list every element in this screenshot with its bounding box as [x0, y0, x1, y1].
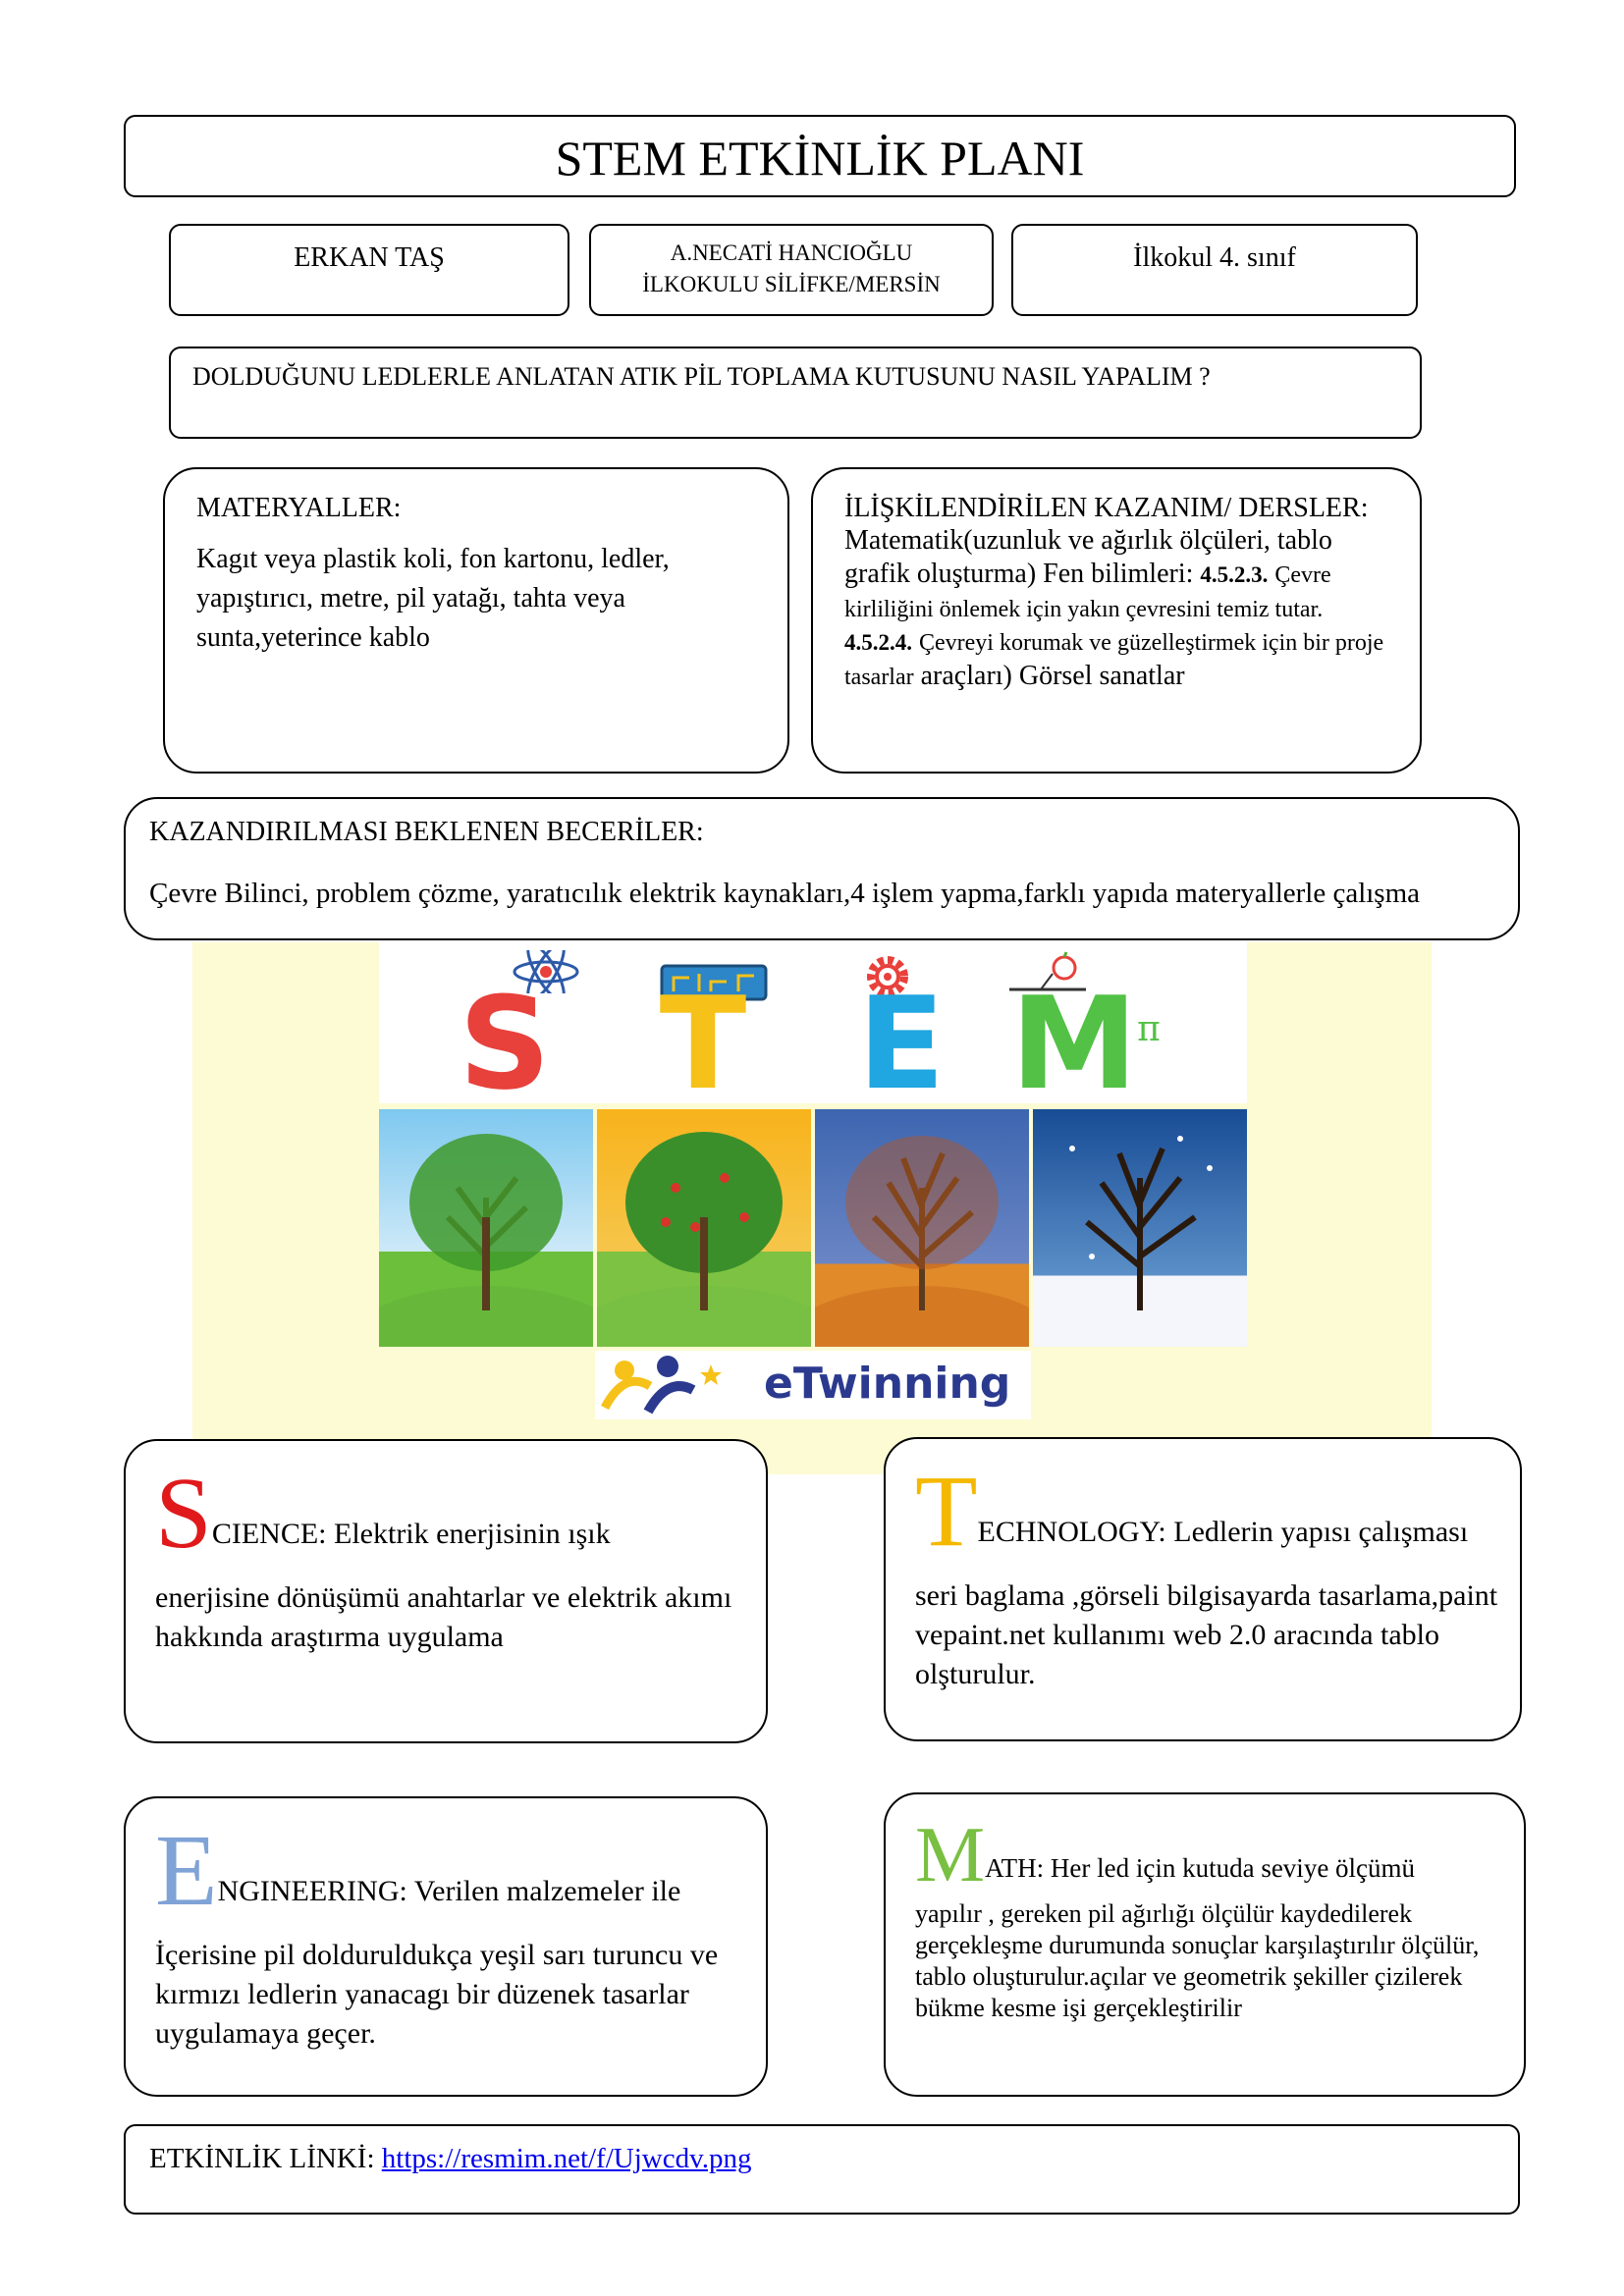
- grade-label: İlkokul 4. sınıf: [1133, 242, 1296, 273]
- teacher-name: ERKAN TAŞ: [294, 242, 445, 273]
- outcomes-part3: Çevreyi korumak ve güzelleştirmek için bir proje tasarlar: [844, 630, 1384, 690]
- tree-spring-panel: [379, 1109, 593, 1347]
- skills-box: [124, 797, 1520, 940]
- school-line-1: A.NECATİ HANCIOĞLU: [670, 240, 913, 265]
- outcome-code-2: 4.5.2.4.: [844, 630, 912, 655]
- math-initial: M: [915, 1812, 986, 1898]
- stem-letter-e: E: [857, 982, 946, 1099]
- stem-letter-s: S: [459, 982, 551, 1099]
- school-box: [589, 224, 994, 316]
- technology-box: [884, 1437, 1522, 1741]
- engineering-box: [124, 1796, 768, 2097]
- engineering-text: İçerisine pil dolduruldukça yeşil sarı turuncu ve kırmızı ledlerin yanacagı bir düzenek tasarlar uygulamaya geçer.: [155, 1939, 719, 2050]
- materials-heading: MATERYALLER:: [196, 493, 402, 523]
- stem-letter-t: T: [659, 982, 747, 1099]
- etwinning-people-icon: [595, 1351, 732, 1419]
- math-box: [884, 1792, 1526, 2097]
- science-text: enerjisine dönüşümü anahtarlar ve elektrik akımı hakkında araştırma uygulama: [155, 1581, 732, 1653]
- stem-letter-m: M: [1010, 982, 1138, 1099]
- math-heading: [915, 1812, 1506, 1898]
- outcomes-part4: araçları) Görsel sanatlar: [920, 661, 1185, 691]
- etwinning-text: eTwinning: [764, 1359, 1011, 1409]
- materials-text: Kagıt veya plastik koli, fon kartonu, ledler, yapıştırıcı, metre, pil yatağı, tahta veya sunta,yeterince kablo: [196, 544, 670, 653]
- engineering-heading-rest: NGINEERING: Verilen malzemeler ile: [217, 1875, 681, 1907]
- stem-letters: [379, 982, 1247, 1099]
- outcome-code-1: 4.5.2.3.: [1200, 562, 1269, 587]
- outcomes-text: [844, 524, 1398, 693]
- engineering-initial: E: [155, 1814, 218, 1927]
- tree-autumn-panel: [815, 1109, 1029, 1347]
- tree-winter-panel: [1033, 1109, 1247, 1347]
- outcomes-part2: Çevre kirliliğini önlemek için yakın çevresini temiz tutar.: [844, 562, 1331, 622]
- activity-link[interactable]: https://resmim.net/f/Ujwcdv.png: [381, 2143, 752, 2174]
- page-title: STEM ETKİNLİK PLANI: [124, 115, 1516, 197]
- math-heading-rest: ATH: Her led için kutuda seviye ölçümü: [985, 1853, 1416, 1883]
- grade-box: [1011, 224, 1418, 316]
- science-initial: S: [155, 1457, 212, 1570]
- outcomes-heading: İLİŞKİLENDİRİLEN KAZANIM/ DERSLER:: [844, 493, 1369, 523]
- materials-box: [163, 467, 789, 774]
- engineering-heading: [155, 1814, 742, 1927]
- etwinning-logo: [595, 1351, 1031, 1419]
- link-box: [124, 2124, 1520, 2215]
- technology-initial: T: [915, 1455, 978, 1568]
- school-line-2: İLKOKULU SİLİFKE/MERSİN: [642, 272, 941, 296]
- math-text: yapılır , gereken pil ağırlığı ölçülür kaydedilerek gerçekleşme durumunda sonuçlar karşılaştırılır ölçülür, tablo oluşturulur.açılar ve geometrik şekiller çizilerek bükme kesme işi gerçekleştirilir: [915, 1899, 1480, 2022]
- pi-symbol: π: [1137, 1009, 1161, 1049]
- science-box: [124, 1439, 768, 1743]
- technology-heading: [915, 1455, 1498, 1568]
- question-text: DOLDUĞUNU LEDLERLE ANLATAN ATIK PİL TOPLAMA KUTUSUNU NASIL YAPALIM ?: [192, 362, 1211, 391]
- question-box: [169, 347, 1422, 439]
- outcomes-part1: Matematik(uzunluk ve ağırlık ölçüleri, tablo grafik oluşturma) Fen bilimleri:: [844, 525, 1332, 589]
- skills-text: Çevre Bilinci, problem çözme, yaratıcılık elektrik kaynakları,4 işlem yapma,farklı yapıda materyallerle çalışma: [149, 878, 1421, 909]
- link-label: ETKİNLİK LİNKİ:: [149, 2143, 375, 2174]
- outcomes-box: [811, 467, 1422, 774]
- teacher-box: [169, 224, 569, 316]
- technology-heading-rest: ECHNOLOGY: Ledlerin yapısı çalışması: [977, 1516, 1469, 1548]
- skills-heading: KAZANDIRILMASI BEKLENEN BECERİLER:: [149, 817, 704, 847]
- science-heading: [155, 1457, 742, 1570]
- science-heading-rest: CIENCE: Elektrik enerjisinin ışık: [211, 1518, 611, 1550]
- tree-summer-panel: [597, 1109, 811, 1347]
- technology-text: seri baglama ,görseli bilgisayarda tasarlama,paint vepaint.net kullanımı web 2.0 aracında tablo olşturulur.: [915, 1579, 1498, 1690]
